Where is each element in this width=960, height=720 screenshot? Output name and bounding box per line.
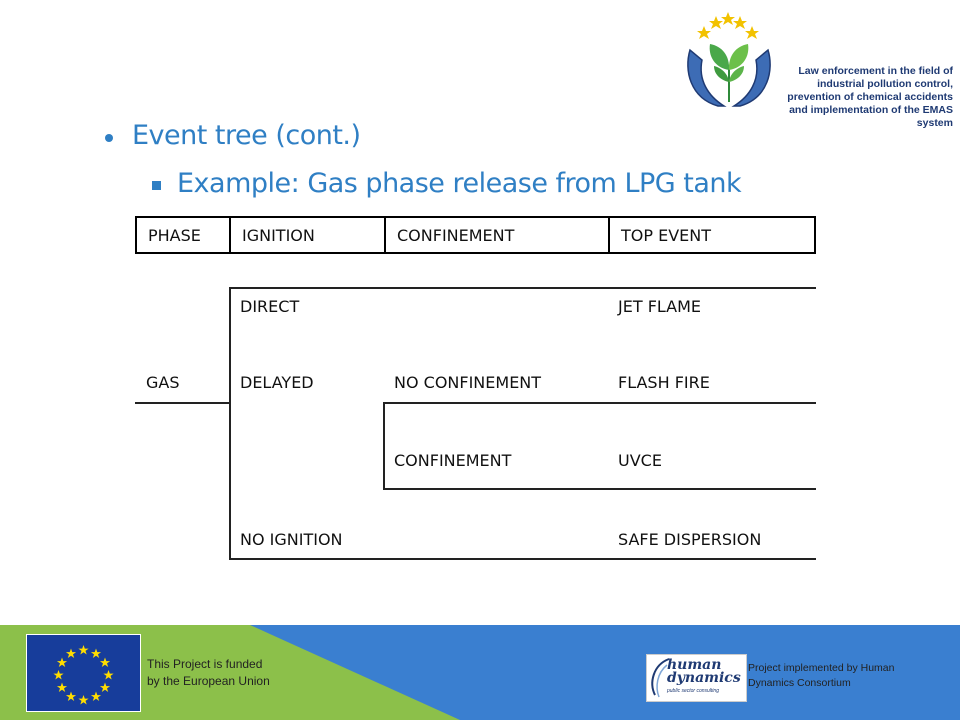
cell-no-confinement: NO CONFINEMENT <box>394 373 542 392</box>
branch-line-no-confinement <box>383 402 816 404</box>
bullet-level1-text: Event tree (cont.) <box>132 120 361 151</box>
branch-line-confinement-split <box>383 402 385 489</box>
cell-delayed: DELAYED <box>240 373 314 392</box>
cell-jet-flame: JET FLAME <box>618 297 702 316</box>
branch-line-ignition-split <box>229 287 231 559</box>
branch-line-no-ignition <box>229 558 816 560</box>
cell-no-ignition: NO IGNITION <box>240 530 343 549</box>
human-dynamics-logo: human dynamics public sector consulting <box>646 654 747 702</box>
header-confinement: CONFINEMENT <box>386 218 610 252</box>
cell-safe-dispersion: SAFE DISPERSION <box>618 530 762 549</box>
event-tree-header <box>135 216 816 254</box>
bullet-level1 <box>105 120 361 151</box>
branch-line-gas <box>135 402 229 404</box>
footer-band <box>0 625 960 720</box>
bullet-dot-icon <box>105 134 113 142</box>
implementation-statement: Project implemented by Human Dynamics Consortium <box>748 662 895 689</box>
header-top-event: TOP EVENT <box>621 225 712 245</box>
branch-line-direct <box>229 287 816 289</box>
bullet-level2 <box>152 168 741 199</box>
bullet-level2-text: Example: Gas phase release from LPG tank <box>177 168 742 199</box>
branch-line-confinement <box>383 488 816 490</box>
cell-uvce: UVCE <box>618 451 662 470</box>
bullet-square-icon <box>152 181 161 190</box>
cell-confinement: CONFINEMENT <box>394 451 512 470</box>
logo-text: Law enforcement in the field of industrial pollution control, prevention of chemical accidents and implementation of the EMAS system <box>787 65 953 129</box>
header-phase: PHASE <box>137 218 231 252</box>
cell-flash-fire: FLASH FIRE <box>618 373 710 392</box>
eu-flag-icon <box>26 634 141 712</box>
header-ignition: IGNITION <box>231 218 386 252</box>
funding-statement: This Project is funded by the European Union <box>147 657 270 688</box>
cell-direct: DIRECT <box>240 297 300 316</box>
project-logo <box>680 10 953 129</box>
cell-gas: GAS <box>146 373 180 392</box>
